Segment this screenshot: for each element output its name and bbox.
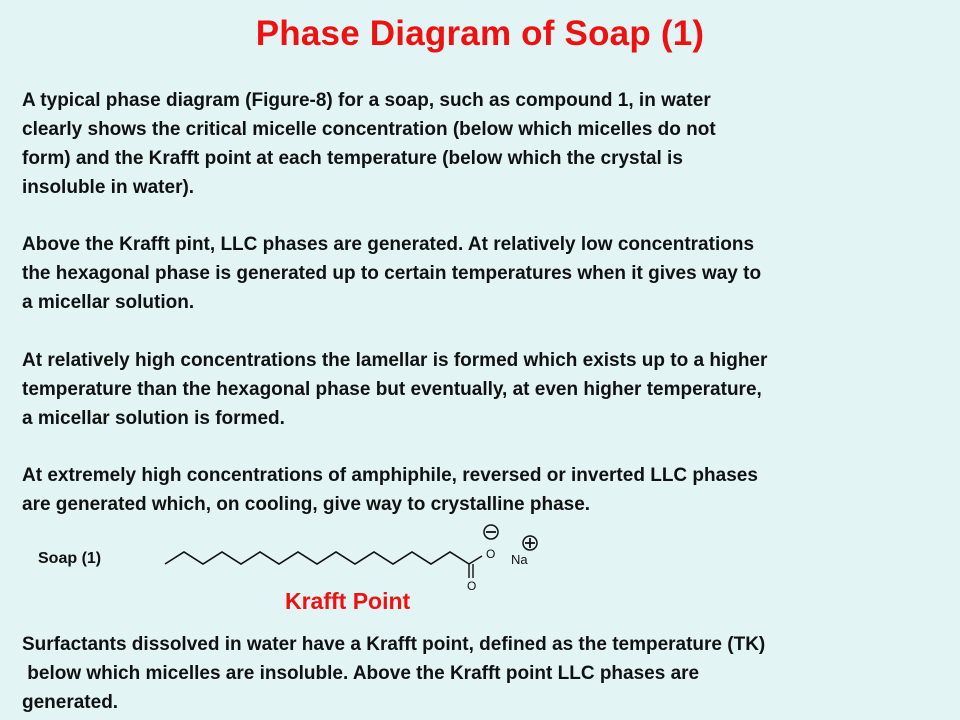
text-line: form) and the Krafft point at each temperature (below which the crystal is [22,148,683,169]
text-line: Surfactants dissolved in water have a Krafft point, defined as the temperature (TK) [22,634,766,655]
carboxylate-single-bond [469,556,482,564]
page-title: Phase Diagram of Soap (1) [255,14,705,53]
oxygen-atom-single: O [486,547,496,561]
soap-label: Soap (1) [38,550,102,567]
text-line: insoluble in water). [22,177,195,198]
minus-charge-icon [484,525,498,539]
hydrocarbon-chain [165,552,469,564]
text-line: generated. [22,692,119,713]
plus-charge-icon [523,536,537,550]
text-line: At extremely high concentrations of amphiphile, reversed or inverted LLC phases [22,465,758,486]
text-line: A typical phase diagram (Figure-8) for a soap, such as compound 1, in water [22,90,711,111]
text-line: At relatively high concentrations the lamellar is formed which exists up to a higher [22,350,768,371]
text-line: Above the Krafft pint, LLC phases are generated. At relatively low concentrations [22,234,755,255]
oxygen-atom-double: O [467,579,477,592]
paragraph-high-concentration [22,346,958,433]
text-line: clearly shows the critical micelle concentration (below which micelles do not [22,119,716,140]
text-line: a micellar solution is formed. [22,408,285,429]
paragraph-above-krafft [22,230,958,317]
sodium-atom: Na [511,552,528,567]
paragraph-phase-diagram-intro [22,86,958,202]
text-line: are generated which, on cooling, give way to crystalline phase. [22,494,591,515]
text-line: the hexagonal phase is generated up to certain temperatures when it gives way to [22,263,762,284]
krafft-point-heading: Krafft Point [285,588,411,614]
soap-molecule-structure [160,522,550,592]
paragraph-extreme-concentration [22,461,958,519]
text-line: a micellar solution. [22,292,195,313]
paragraph-krafft-definition [22,630,958,717]
text-line: below which micelles are insoluble. Above the Krafft point LLC phases are [22,663,700,684]
text-line: temperature than the hexagonal phase but eventually, at even higher temperature, [22,379,762,400]
